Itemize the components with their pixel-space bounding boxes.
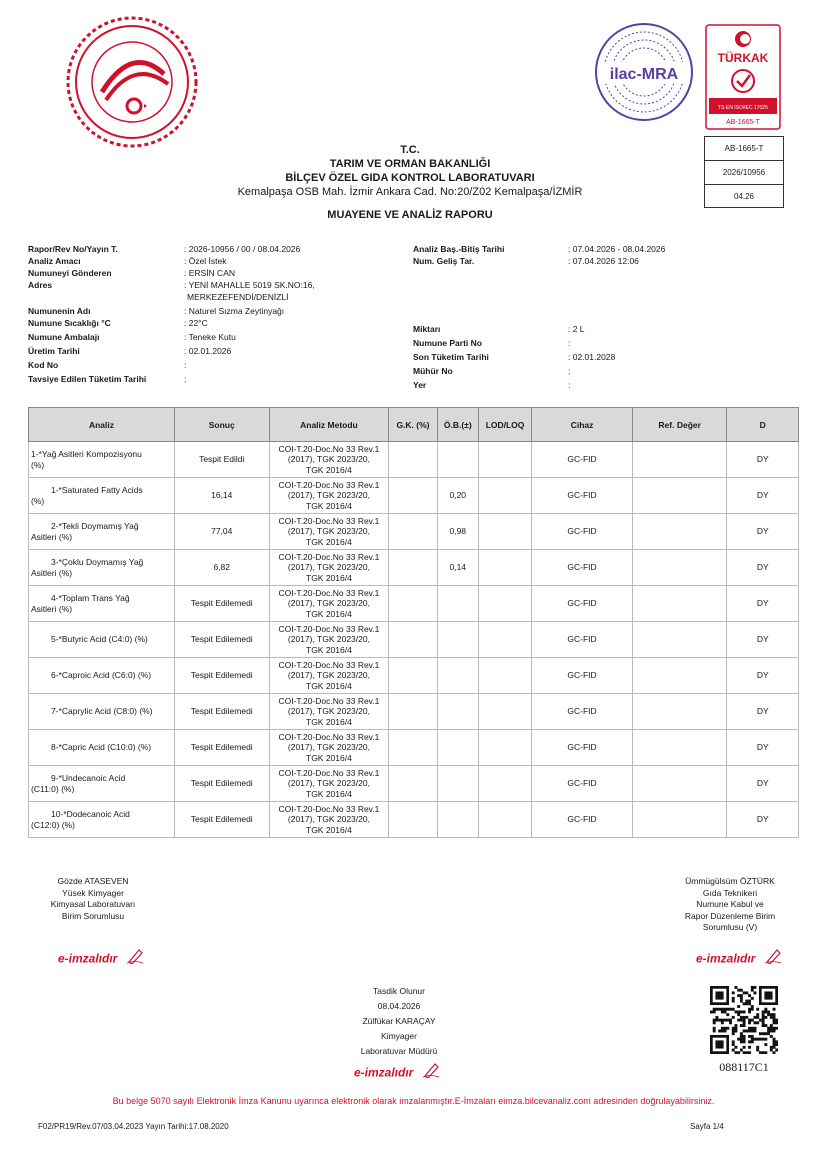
table-row	[29, 550, 799, 586]
method-cell: COI-T.20-Doc.No 33 Rev.1 (2017), TGK 2023/20, TGK 2016/4	[269, 658, 389, 694]
header-ministry: TARIM VE ORMAN BAKANLIĞI	[329, 158, 491, 170]
header-lab-name: BİLÇEV ÖZEL GIDA KONTROL LABORATUVARI	[285, 172, 535, 184]
d-cell: DY	[727, 766, 799, 802]
info-row: Mühür No :	[413, 366, 571, 376]
gk-cell	[389, 766, 437, 802]
d-cell: DY	[727, 550, 799, 586]
signer-title: Gıda Teknikeri	[702, 887, 758, 898]
accreditation-no: AB-1665-T	[705, 137, 783, 161]
device-cell: GC-FID	[532, 694, 633, 730]
qr-code-text: 088117C1	[719, 1060, 769, 1074]
info-left	[28, 243, 408, 387]
col-header: LOD/LOQ	[478, 408, 531, 442]
header-address: Kemalpaşa OSB Mah. İzmir Ankara Cad. No:20/Z02 Kemalpaşa/İZMİR	[237, 186, 583, 198]
pen-icon	[126, 948, 144, 969]
analysis-name: 8-*Capric Acid (C10:0) (%)	[29, 730, 175, 766]
info-row: Numune Parti No :	[413, 338, 571, 348]
info-row: Numunenin Adı : Naturel Sızma Zeytinyağı	[28, 306, 285, 316]
pen-icon	[422, 1062, 440, 1083]
ref-cell	[632, 694, 727, 730]
device-cell: GC-FID	[532, 514, 633, 550]
info-row: Tavsiye Edilen Tüketim Tarihi :	[28, 374, 187, 384]
pen-icon	[764, 948, 782, 969]
lod-cell	[478, 514, 531, 550]
d-cell: DY	[727, 730, 799, 766]
signer-role: Birim Sorumlusu	[61, 910, 125, 921]
ob-cell: 0,14	[437, 550, 478, 586]
approval-text: Tasdik Olunur	[373, 986, 425, 996]
table-row	[29, 694, 799, 730]
analysis-name: 1-*Saturated Fatty Acids (%)	[29, 478, 175, 514]
ob-cell	[437, 730, 478, 766]
table-row	[29, 730, 799, 766]
device-cell: GC-FID	[532, 658, 633, 694]
svg-text:TS EN ISO/IEC 17025: TS EN ISO/IEC 17025	[718, 105, 768, 111]
lod-cell	[478, 442, 531, 478]
svg-text:ilac-MRA: ilac-MRA	[609, 66, 679, 83]
result-cell: Tespit Edilemedi	[174, 586, 269, 622]
signer-unit: Kimyasal Laboratuvarı	[50, 899, 136, 909]
result-cell: Tespit Edilemedi	[174, 658, 269, 694]
gk-cell	[389, 622, 437, 658]
table-row	[29, 658, 799, 694]
signer-title: Kimyager	[381, 1031, 417, 1041]
turkak-logo	[705, 24, 781, 130]
method-cell: COI-T.20-Doc.No 33 Rev.1 (2017), TGK 2023/20, TGK 2016/4	[269, 766, 389, 802]
col-header: G.K. (%)	[389, 408, 437, 442]
d-cell: DY	[727, 658, 799, 694]
result-cell: Tespit Edilemedi	[174, 730, 269, 766]
device-cell: GC-FID	[532, 478, 633, 514]
method-cell: COI-T.20-Doc.No 33 Rev.1 (2017), TGK 2023/20, TGK 2016/4	[269, 514, 389, 550]
signer-name: Zülfükar KARAÇAY	[362, 1016, 436, 1026]
method-cell: COI-T.20-Doc.No 33 Rev.1 (2017), TGK 2023/20, TGK 2016/4	[269, 550, 389, 586]
lod-cell	[478, 622, 531, 658]
info-row: Adres : YENİ MAHALLE 5019 SK.NO:16,	[28, 280, 315, 290]
device-cell: GC-FID	[532, 730, 633, 766]
ref-cell	[632, 766, 727, 802]
lod-cell	[478, 694, 531, 730]
info-row: Kod No :	[28, 360, 187, 370]
info-row: Rapor/Rev No/Yayın T. : 2026-10956 / 00 / 08.04.2026	[28, 244, 301, 254]
e-signature-warning: Bu belge 5070 sayılı Elektronik İmza Kanunu uyarınca elektronik olarak imzalanmıştır.E-İmzaları eimza.bilcevanaliz.com adresinden doğrulayabilirsiniz.	[112, 1096, 715, 1106]
ilac-mra-logo	[594, 20, 694, 124]
ref-cell	[632, 478, 727, 514]
analysis-name: 3-*Çoklu Doymamış Yağ Asitleri (%)	[29, 550, 175, 586]
ref-cell	[632, 442, 727, 478]
signer-name: Gözde ATASEVEN	[57, 876, 129, 886]
method-cell: COI-T.20-Doc.No 33 Rev.1 (2017), TGK 2023/20, TGK 2016/4	[269, 802, 389, 838]
lod-cell	[478, 802, 531, 838]
result-cell: Tespit Edilemedi	[174, 766, 269, 802]
signer-name: Ümmügülsüm ÖZTÜRK	[685, 876, 775, 886]
col-header: D	[727, 408, 799, 442]
result-cell: Tespit Edilemedi	[174, 802, 269, 838]
ref-cell	[632, 622, 727, 658]
device-cell: GC-FID	[532, 586, 633, 622]
accreditation-box	[704, 136, 784, 208]
method-cell: COI-T.20-Doc.No 33 Rev.1 (2017), TGK 2023/20, TGK 2016/4	[269, 478, 389, 514]
result-cell: Tespit Edilemedi	[174, 622, 269, 658]
gk-cell	[389, 442, 437, 478]
ob-cell	[437, 622, 478, 658]
info-row: Analiz Baş.-Bitiş Tarihi : 07.04.2026 - 08.04.2026	[413, 244, 666, 254]
analysis-name: 6-*Caproic Acid (C6:0) (%)	[29, 658, 175, 694]
ref-cell	[632, 514, 727, 550]
ob-cell	[437, 766, 478, 802]
signer-title: Yüsek Kimyager	[62, 887, 124, 898]
info-row: Numune Ambalajı : Teneke Kutu	[28, 332, 236, 342]
svg-text:TÜRKAK: TÜRKAK	[717, 51, 769, 65]
form-code: F02/PR19/Rev.07/03.04.2023 Yayın Tarihi:17.08.2020	[38, 1122, 229, 1131]
signature-center	[324, 984, 474, 1059]
info-row: Num. Geliş Tar. : 07.04.2026 12:06	[413, 256, 639, 266]
gk-cell	[389, 514, 437, 550]
analysis-name: 1-*Yağ Asitleri Kompozisyonu (%)	[29, 442, 175, 478]
eimza-right: e-imzalıdır	[696, 948, 782, 969]
method-cell: COI-T.20-Doc.No 33 Rev.1 (2017), TGK 2023/20, TGK 2016/4	[269, 694, 389, 730]
ref-cell	[632, 550, 727, 586]
report-title: MUAYENE VE ANALİZ RAPORU	[327, 209, 493, 221]
info-row: Üretim Tarihi : 02.01.2026	[28, 346, 232, 356]
ref-cell	[632, 802, 727, 838]
results-table	[28, 407, 799, 838]
ref-cell	[632, 730, 727, 766]
table-row	[29, 514, 799, 550]
header-line-tc: T.C.	[400, 144, 420, 156]
info-row: Son Tüketim Tarihi : 02.01.2028	[413, 352, 616, 362]
info-row: MERKEZEFENDİ/DENİZLİ	[187, 292, 289, 302]
gk-cell	[389, 478, 437, 514]
table-row	[29, 478, 799, 514]
table-row	[29, 622, 799, 658]
device-cell: GC-FID	[532, 622, 633, 658]
d-cell: DY	[727, 478, 799, 514]
analysis-name: 10-*Dodecanoic Acid (C12:0) (%)	[29, 802, 175, 838]
lod-cell	[478, 478, 531, 514]
signature-left	[28, 876, 158, 922]
d-cell: DY	[727, 802, 799, 838]
analysis-name: 5-*Butyric Acid (C4:0) (%)	[29, 622, 175, 658]
device-cell: GC-FID	[532, 442, 633, 478]
ob-cell	[437, 658, 478, 694]
table-row	[29, 766, 799, 802]
gk-cell	[389, 694, 437, 730]
gk-cell	[389, 586, 437, 622]
qr-code-icon	[710, 986, 778, 1059]
ob-cell: 0,98	[437, 514, 478, 550]
svg-text:AB-1665-T: AB-1665-T	[726, 119, 760, 126]
result-cell: 16,14	[174, 478, 269, 514]
ob-cell	[437, 442, 478, 478]
approval-date: 08.04.2026	[377, 1001, 421, 1011]
col-header: Ö.B.(±)	[437, 408, 478, 442]
d-cell: DY	[727, 694, 799, 730]
ob-cell: 0,20	[437, 478, 478, 514]
gk-cell	[389, 658, 437, 694]
method-cell: COI-T.20-Doc.No 33 Rev.1 (2017), TGK 2023/20, TGK 2016/4	[269, 622, 389, 658]
ministry-seal-logo	[64, 14, 200, 150]
gk-cell	[389, 550, 437, 586]
signer-role: Sorumlusu (V)	[702, 922, 758, 932]
page-number: Sayfa 1/4	[690, 1122, 724, 1131]
result-cell: Tespit Edilemedi	[174, 694, 269, 730]
method-cell: COI-T.20-Doc.No 33 Rev.1 (2017), TGK 2023/20, TGK 2016/4	[269, 730, 389, 766]
info-right	[413, 243, 803, 393]
d-cell: DY	[727, 586, 799, 622]
col-header: Cihaz	[532, 408, 633, 442]
analysis-name: 2-*Tekli Doymamış Yağ Asitleri (%)	[29, 514, 175, 550]
lod-cell	[478, 658, 531, 694]
analysis-name: 9-*Undecanoic Acid (C11:0) (%)	[29, 766, 175, 802]
table-row	[29, 802, 799, 838]
lod-cell	[478, 550, 531, 586]
device-cell: GC-FID	[532, 550, 633, 586]
eimza-center: e-imzalıdır	[354, 1062, 440, 1083]
analysis-name: 4-*Toplam Trans Yağ Asitleri (%)	[29, 586, 175, 622]
ob-cell	[437, 802, 478, 838]
info-row: Yer :	[413, 380, 571, 390]
table-body	[29, 442, 799, 838]
lod-cell	[478, 766, 531, 802]
result-cell: 6,82	[174, 550, 269, 586]
info-row: Numune Sıcaklığı °C : 22°C	[28, 318, 208, 328]
table-header-row	[29, 408, 799, 442]
result-cell: 77,04	[174, 514, 269, 550]
report-month: 04.26	[733, 192, 755, 201]
result-cell: Tespit Edildi	[174, 442, 269, 478]
col-header: Sonuç	[174, 408, 269, 442]
d-cell: DY	[727, 442, 799, 478]
info-row: Analiz Amacı : Özel İstek	[28, 256, 227, 266]
ob-cell	[437, 586, 478, 622]
analysis-name: 7-*Caprylic Acid (C8:0) (%)	[29, 694, 175, 730]
table-row	[29, 442, 799, 478]
gk-cell	[389, 802, 437, 838]
device-cell: GC-FID	[532, 766, 633, 802]
col-header: Ref. Değer	[632, 408, 727, 442]
d-cell: DY	[727, 514, 799, 550]
ref-cell	[632, 658, 727, 694]
ref-cell	[632, 586, 727, 622]
info-row: Miktarı : 2 L	[413, 324, 585, 334]
report-no: 2026/10956	[705, 161, 783, 185]
signer-unit: Rapor Düzenleme Birim	[684, 910, 776, 921]
device-cell: GC-FID	[532, 802, 633, 838]
gk-cell	[389, 730, 437, 766]
eimza-left: e-imzalıdır	[58, 948, 144, 969]
info-row: Numuneyi Gönderen : ERSİN CAN	[28, 268, 236, 278]
lod-cell	[478, 730, 531, 766]
signer-unit: Numune Kabul ve	[696, 899, 764, 909]
d-cell: DY	[727, 622, 799, 658]
table-row	[29, 586, 799, 622]
method-cell: COI-T.20-Doc.No 33 Rev.1 (2017), TGK 2023/20, TGK 2016/4	[269, 586, 389, 622]
method-cell: COI-T.20-Doc.No 33 Rev.1 (2017), TGK 2023/20, TGK 2016/4	[269, 442, 389, 478]
ob-cell	[437, 694, 478, 730]
signer-role: Laboratuvar Müdürü	[360, 1046, 438, 1056]
signature-right	[660, 876, 800, 934]
lod-cell	[478, 586, 531, 622]
col-header: Analiz Metodu	[269, 408, 389, 442]
col-header: Analiz	[29, 408, 175, 442]
